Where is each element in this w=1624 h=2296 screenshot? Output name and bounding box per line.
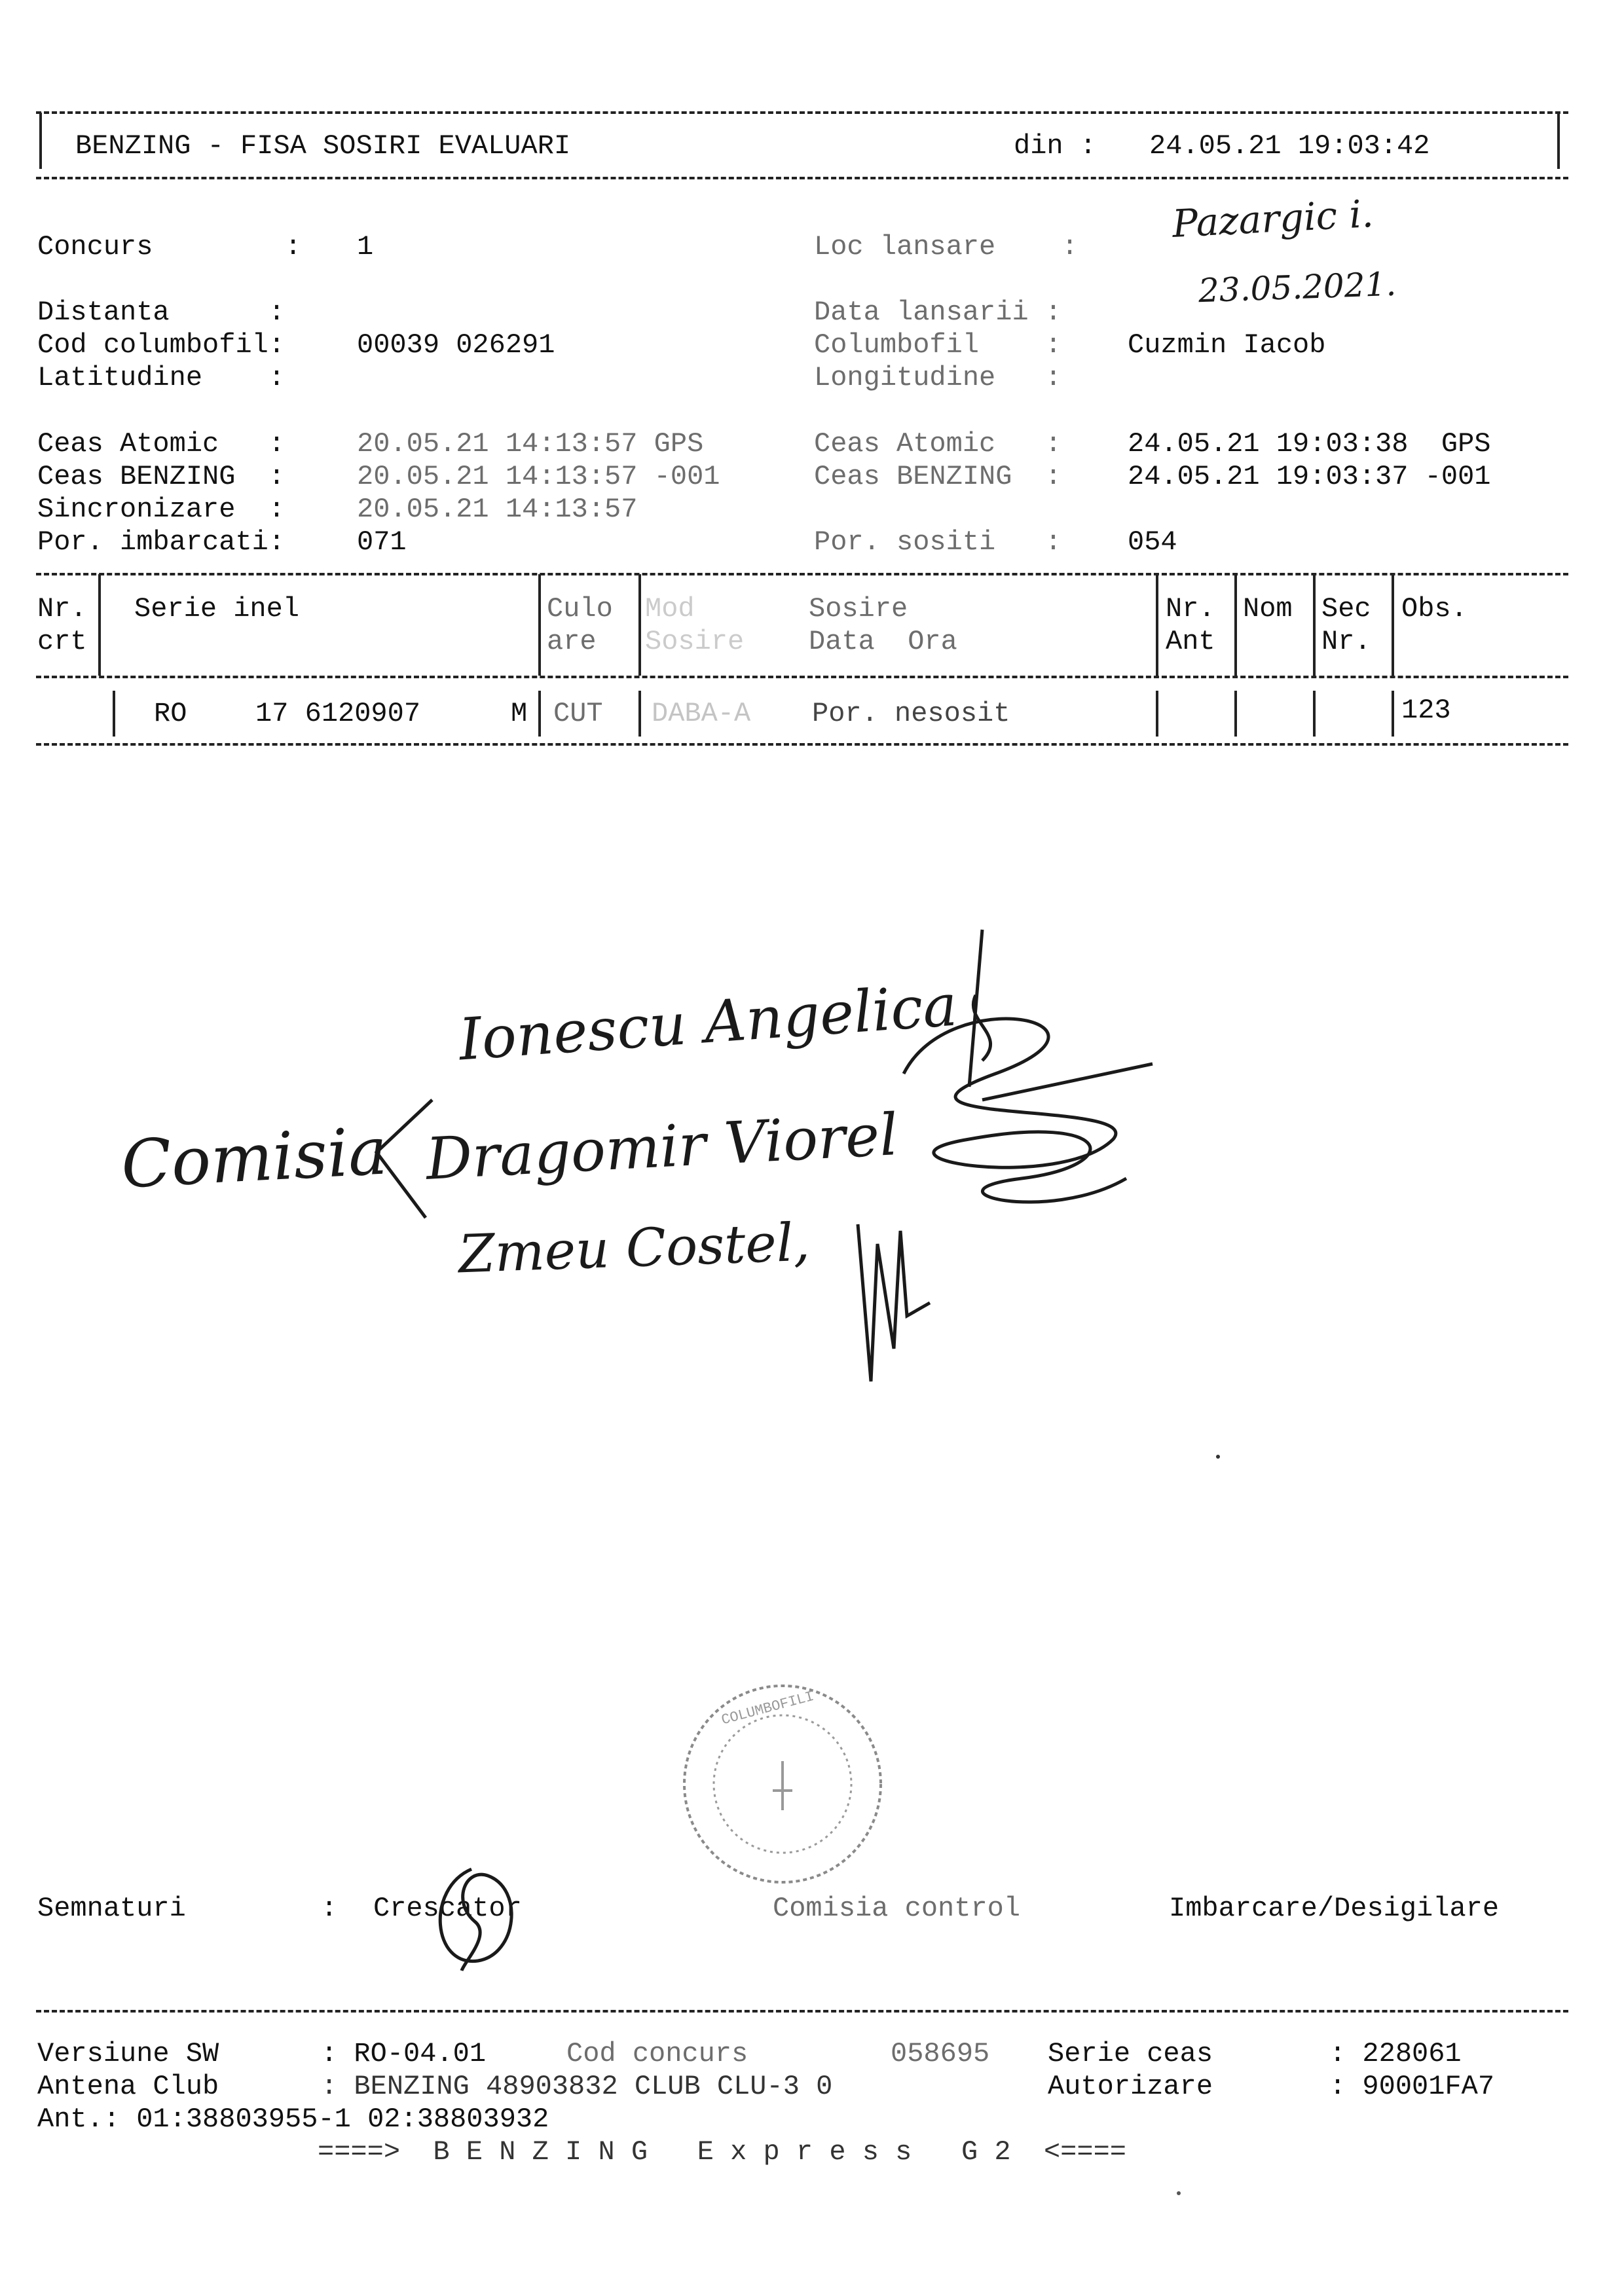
semnaturi-colon: : <box>321 1893 338 1924</box>
antena-club-label: Antena Club <box>37 2071 219 2102</box>
table-header-bottom-border <box>36 676 1568 678</box>
th-sec-nr: Nr. <box>1321 626 1371 657</box>
row-sep-6 <box>1313 691 1316 737</box>
ceas-benzing-left-value: 20.05.21 14:13:57 -001 <box>357 461 720 492</box>
date-value: 24.05.21 19:03:42 <box>1149 130 1430 162</box>
row-ring-number: 17 6120907 <box>255 698 421 729</box>
col-sep-1 <box>98 574 101 676</box>
por-imbarcati-value: 071 <box>357 526 407 558</box>
row-sex: M <box>511 698 528 729</box>
row-sep-4 <box>1156 691 1158 737</box>
th-mod-2: Sosire <box>645 626 745 657</box>
footer-top-border <box>36 2010 1568 2013</box>
document-title: BENZING - FISA SOSIRI EVALUARI <box>75 130 571 162</box>
th-serie-inel: Serie inel <box>134 593 300 625</box>
antenna-list: Ant.: 01:38803955-1 02:38803932 <box>37 2104 549 2135</box>
col-sep-4 <box>1156 574 1158 676</box>
th-nr-ant: Nr. <box>1166 593 1215 625</box>
col-sep-3 <box>638 574 641 676</box>
data-lansarii-handwritten: 23.05.2021. <box>1198 264 1397 310</box>
stamp-text: COLUMBOFILI <box>720 1688 816 1729</box>
th-sosire: Sosire <box>809 593 908 625</box>
autorizare-label: Autorizare <box>1048 2071 1213 2102</box>
cod-concurs-value: 058695 <box>891 2038 990 2069</box>
row-sep-1 <box>113 691 115 737</box>
th-culoare: Culo <box>547 593 613 625</box>
table-bottom-border <box>36 743 1568 746</box>
date-label: din : <box>1014 130 1097 162</box>
ceas-benzing-right-value: 24.05.21 19:03:37 -001 <box>1128 461 1491 492</box>
longitudine-label: Longitudine : <box>814 362 1062 393</box>
serie-ceas-value: : 228061 <box>1329 2038 1462 2069</box>
signature-comisia: Comisia <box>119 1112 390 1203</box>
ceas-atomic-label: Ceas Atomic : <box>37 428 286 460</box>
antena-club-value: : BENZING 48903832 CLUB CLU-3 0 <box>321 2071 833 2102</box>
imbarcare-label: Imbarcare/Desigilare <box>1169 1893 1500 1924</box>
latitudine-label: Latitudine : <box>37 362 286 393</box>
col-sep-6 <box>1313 574 1316 676</box>
th-crt: crt <box>37 626 87 657</box>
th-culoare-2: are <box>547 626 597 657</box>
distanta-label: Distanta : <box>37 297 286 328</box>
cod-columbofil-label: Cod columbofil: <box>37 329 286 361</box>
header-top-border <box>36 111 1568 114</box>
sincronizare-label: Sincronizare : <box>37 494 286 525</box>
serie-ceas-label: Serie ceas <box>1048 2038 1213 2069</box>
columbofil-label: Columbofil : <box>814 329 1062 361</box>
comisia-control-label: Comisia control <box>773 1893 1021 1924</box>
signature-line-2: Dragomir Viorel <box>424 1101 900 1193</box>
por-sositi-label: Por. sositi : <box>814 526 1062 558</box>
data-lansarii-label: Data lansarii : <box>814 297 1062 328</box>
autorizare-value: : 90001FA7 <box>1329 2071 1495 2102</box>
crescator-label: Crescator <box>373 1893 522 1924</box>
ceas-atomic-right-value: 24.05.21 19:03:38 GPS <box>1128 428 1491 460</box>
columbofil-value: Cuzmin Iacob <box>1128 329 1326 361</box>
col-sep-2 <box>538 574 541 676</box>
semnaturi-label: Semnaturi <box>37 1893 186 1924</box>
sincronizare-value: 20.05.21 14:13:57 <box>357 494 638 525</box>
th-sec: Sec <box>1321 593 1371 625</box>
row-obs: 123 <box>1401 695 1451 726</box>
cod-columbofil-value: 00039 026291 <box>357 329 555 361</box>
th-mod: Mod <box>645 593 695 625</box>
header-right-border <box>1557 113 1560 169</box>
row-sep-7 <box>1392 691 1394 737</box>
row-ring-prefix: RO <box>154 698 187 729</box>
loc-lansare-handwritten: Pazargic i. <box>1171 191 1375 246</box>
row-status: Por. nesosit <box>812 698 1010 729</box>
th-nom: Nom <box>1243 593 1293 625</box>
th-nr: Nr. <box>37 593 87 625</box>
signature-line-1: Ionescu Angelica <box>456 971 959 1074</box>
th-obs: Obs. <box>1401 593 1467 625</box>
cod-concurs-label: Cod concurs <box>566 2038 748 2069</box>
versiune-label: Versiune SW <box>37 2038 219 2069</box>
crescator-signature <box>426 1863 530 1974</box>
row-sep-2 <box>538 691 541 737</box>
benzing-banner: ====> B E N Z I N G E x p r e s s G 2 <==== <box>318 2136 1127 2168</box>
scan-speck <box>1175 2190 1182 2196</box>
ceas-benzing-right-label: Ceas BENZING : <box>814 461 1062 492</box>
row-sep-3 <box>638 691 641 737</box>
concurs-value: 1 <box>357 231 374 263</box>
por-sositi-value: 054 <box>1128 526 1177 558</box>
table-top-border <box>36 573 1568 575</box>
por-imbarcati-label: Por. imbarcati: <box>37 526 286 558</box>
col-sep-5 <box>1234 574 1237 676</box>
col-sep-7 <box>1392 574 1394 676</box>
signature-line-3: Zmeu Costel, <box>457 1211 811 1285</box>
header-left-border <box>39 113 42 169</box>
ceas-atomic-right-label: Ceas Atomic : <box>814 428 1062 460</box>
loc-lansare-label: Loc lansare : <box>814 231 1079 263</box>
versiune-value: : RO-04.01 <box>321 2038 487 2069</box>
th-data-ora: Data Ora <box>809 626 957 657</box>
row-mod: DABA-A <box>652 698 751 729</box>
row-culoare: CUT <box>553 698 603 729</box>
th-nr-ant-2: Ant <box>1166 626 1215 657</box>
ceas-atomic-left-value: 20.05.21 14:13:57 GPS <box>357 428 704 460</box>
header-bottom-border <box>36 177 1568 179</box>
ceas-benzing-label: Ceas BENZING : <box>37 461 286 492</box>
row-sep-5 <box>1234 691 1237 737</box>
concurs-label: Concurs : <box>37 231 302 263</box>
